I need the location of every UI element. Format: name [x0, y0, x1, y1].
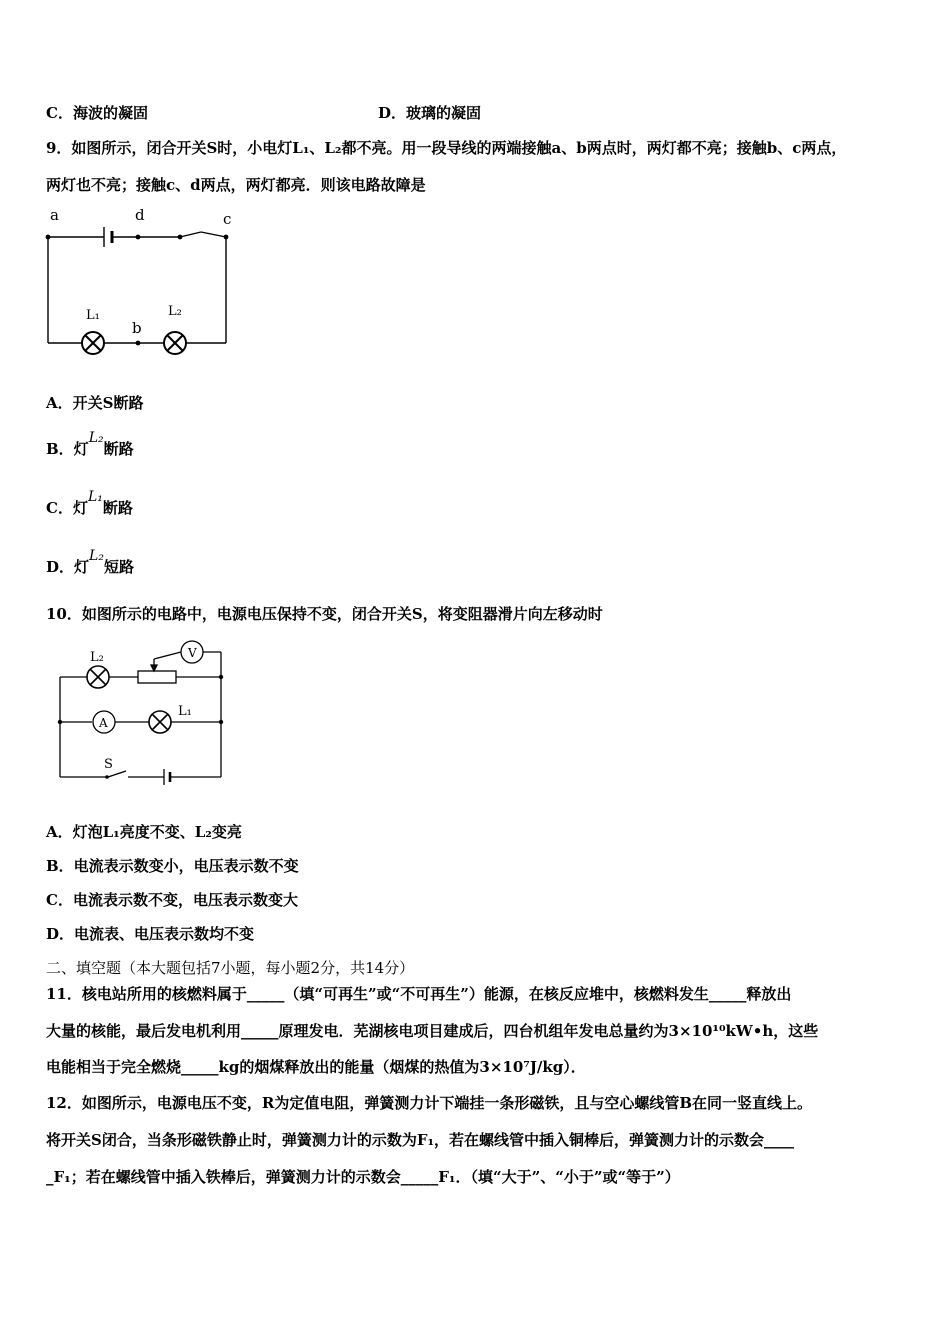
q10-circuit-diagram — [50, 635, 235, 785]
q9-label-l1: L₁ — [86, 308, 100, 323]
q10-option-b: B．电流表示数变小，电压表示数不变 — [46, 857, 299, 875]
q9-label-d: d — [135, 206, 145, 224]
q11-line3: 电能相当于完全燃烧_____kg的烟煤释放出的能量（烟煤的热值为3×10⁷J/kg）． — [46, 1058, 586, 1076]
q10-label-s: S — [104, 757, 113, 772]
q10-stem: 10．如图所示的电路中，电源电压保持不变，闭合开关S，将变阻器滑片向左移动时 — [46, 605, 603, 623]
q9-circuit-diagram — [40, 200, 240, 365]
q9-stem-line2: 两灯也不亮；接触c、d两点，两灯都亮．则该电路故障是 — [46, 176, 426, 194]
q9-option-d-suffix: 短路 — [103, 558, 134, 576]
q10-option-c: C．电流表示数不变，电压表示数变大 — [46, 891, 298, 909]
q12-line2: 将开关S闭合，当条形磁铁静止时，弹簧测力计的示数为F₁，若在螺线管中插入铜棒后，弹簧测力计的示数会____ — [46, 1131, 795, 1149]
section2-heading: 二、填空题（本大题包括7小题，每小题2分，共14分） — [46, 959, 415, 977]
q8-option-d: D．玻璃的凝固 — [378, 104, 482, 122]
q9-option-c-suffix: 断路 — [102, 499, 133, 517]
q9-option-c — [46, 489, 133, 518]
q9-label-a: a — [50, 206, 59, 224]
q9-label-b: b — [132, 319, 142, 337]
q9-option-d — [46, 548, 134, 577]
q9-stem-line1: 9．如图所示，闭合开关S时，小电灯L₁、L₂都不亮。用一段导线的两端接触a、b两点时，两灯都不亮；接触b、c两点， — [46, 139, 847, 157]
q9-option-c-symbol: L₁ — [87, 489, 103, 505]
q9-option-c-prefix: C．灯 — [46, 499, 88, 517]
q9-option-a: A．开关S断路 — [46, 394, 144, 412]
q9-option-b-symbol: L₂ — [88, 430, 104, 446]
q12-line3: _F₁；若在螺线管中插入铁棒后，弹簧测力计的示数会_____F₁．（填“大于”、“小于”或“等于”） — [46, 1168, 680, 1186]
q10-option-d: D．电流表、电压表示数均不变 — [46, 925, 255, 943]
q8-option-c: C．海波的凝固 — [46, 104, 148, 122]
q9-label-l2: L₂ — [168, 304, 182, 319]
q11-line1: 11．核电站所用的核燃料属于_____（填“可再生”或“不可再生”）能源，在核反应堆中，核燃料发生_____释放出 — [46, 985, 792, 1003]
q9-label-c: c — [223, 210, 232, 228]
q10-label-l2: L₂ — [90, 650, 104, 665]
q11-line2: 大量的核能，最后发电机利用_____原理发电．芜湖核电项目建成后，四台机组年发电总量约为3×10¹⁰kW•h，这些 — [46, 1022, 819, 1040]
q10-label-l1: L₁ — [178, 704, 192, 719]
q9-option-d-prefix: D．灯 — [46, 558, 90, 576]
q12-line1: 12．如图所示，电源电压不变，R为定值电阻，弹簧测力计下端挂一条形磁铁，且与空心螺线管B在同一竖直线上。 — [46, 1094, 813, 1112]
q9-option-b-prefix: B．灯 — [46, 440, 89, 458]
q9-option-b — [46, 430, 134, 459]
q10-label-a: A — [99, 716, 108, 730]
q10-option-a: A．灯泡L₁亮度不变、L₂变亮 — [46, 823, 242, 841]
q9-option-b-suffix: 断路 — [103, 440, 134, 458]
q10-label-v: V — [188, 646, 197, 660]
q9-option-d-symbol: L₂ — [89, 548, 104, 564]
